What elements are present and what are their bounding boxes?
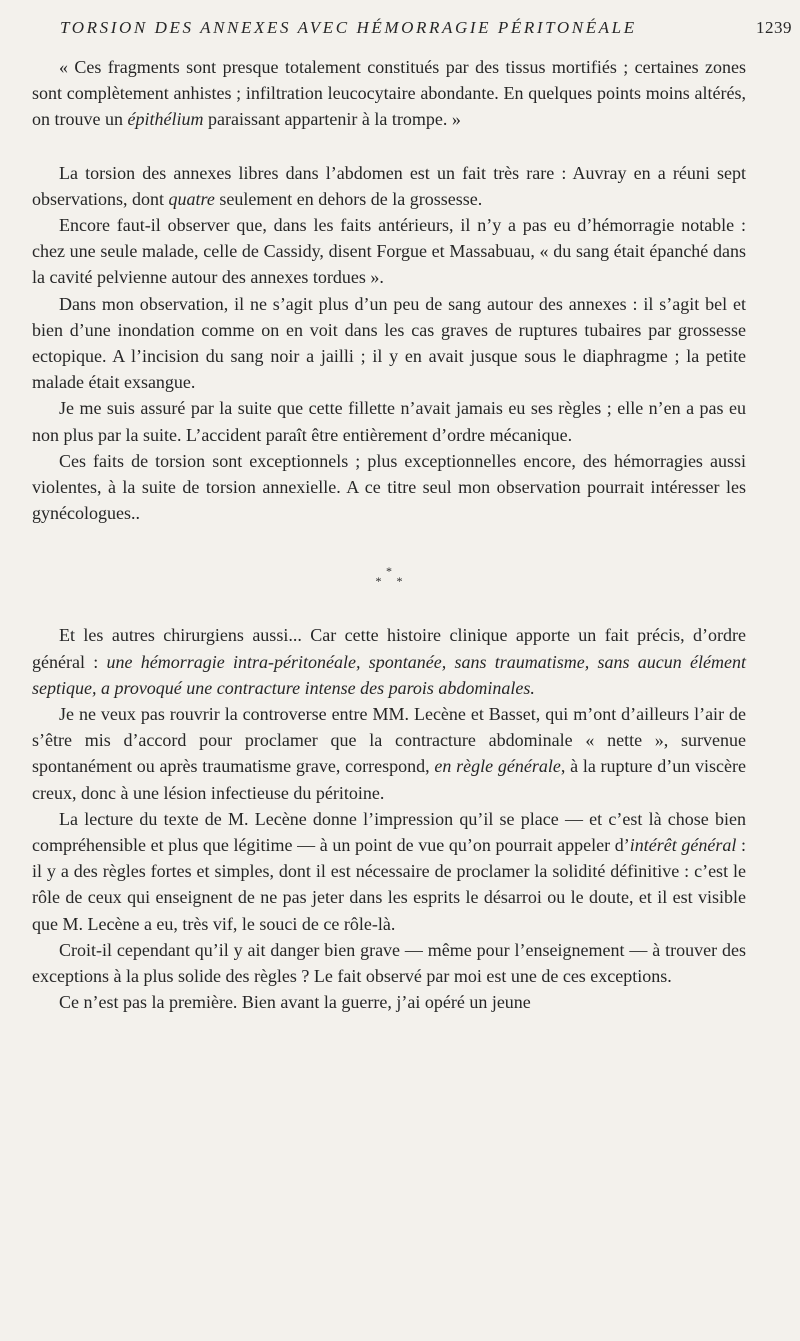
asterism-top: *	[386, 564, 392, 579]
quote-paragraph: « Ces fragments sont presque totalement constitués par des tissus mortifiés ; certaines zones sont complètement anhistes ; infiltration leucocytaire abondante. En quelques points moins altérés, on trouve un épithélium paraissant appartenir à la trompe. »	[32, 57, 746, 130]
running-title: TORSION DES ANNEXES AVEC HÉMORRAGIE PÉRITONÉALE	[60, 18, 637, 37]
paragraph: Croit-il cependant qu’il y ait danger bien grave — même pour l’enseignement — à trouver des exceptions à la plus solide des règles ? Le fait observé par moi est une de ces exceptions.	[32, 939, 746, 987]
paragraph: Je ne veux pas rouvrir la controverse entre MM. Lecène et Basset, qui m’ont d’ailleurs l’air de s’être mis d’accord pour proclamer que la contracture abdominale « nette », survenue spontanément ou après traumatisme grave, correspond, en règle générale, à la rupture d’un viscère creux, donc à une lésion infectieuse du péritoine.	[32, 704, 746, 803]
asterism-bottom: * *	[375, 574, 409, 589]
paragraph: Ces faits de torsion sont exceptionnels ; plus exceptionnelles encore, des hémorragies aussi violentes, à la suite de torsion annexielle. A ce titre seul mon observation pourrait intéresser les gynécologues..	[32, 450, 746, 524]
paragraph: Ce n’est pas la première. Bien avant la guerre, j’ai opéré un jeune	[59, 992, 531, 1013]
section-break-asterism	[32, 526, 746, 610]
paragraph: La torsion des annexes libres dans l’abdomen est un fait très rare : Auvray en a réuni sept observations, dont quatre seulement en dehors de la grossesse.	[32, 162, 746, 209]
body-text	[32, 54, 746, 1016]
paragraph: Je me suis assuré par la suite que cette fillette n’avait jamais eu ses règles ; elle n’en a pas eu non plus par la suite. L’accident paraît être entièrement d’ordre mécanique.	[32, 398, 746, 445]
paragraph: Encore faut-il observer que, dans les faits antérieurs, il n’y a pas eu d’hémorragie notable : chez une seule malade, celle de Cassidy, disent Forgue et Massabuau, « du sang était épanché dans la cavité pelvienne autour des annexes tordues ».	[32, 215, 746, 288]
running-header	[32, 18, 792, 48]
paragraph: La lecture du texte de M. Lecène donne l’impression qu’il se place — et c’est là chose bien compréhensible et plus que légitime — à un point de vue qu’on pourrait appeler d’intérêt général : il y a des règles fortes et simples, dont il est nécessaire de proclamer la solidité définitive : c’est le rôle de ceux qui enseignent de ne pas jeter dans les esprits le désarroi ou le doute, et il est visible que M. Lecène a eu, très vif, le souci de ce rôle-là.	[32, 808, 746, 934]
paragraph: Et les autres chirurgiens aussi... Car cette histoire clinique apporte un fait précis, d’ordre général : une hémorragie intra-péritonéale, spontanée, sans traumatisme, sans aucun élément septique, a provoqué une contracture intense des parois abdominales.	[32, 625, 747, 698]
quoted-passage	[32, 54, 746, 133]
page-number: 1239	[756, 18, 792, 37]
paragraph: Dans mon observation, il ne s’agit plus d’un peu de sang autour des annexes : il s’agit bel et bien d’une inondation comme on en voit dans les cas graves de ruptures tubaires par grossesse ectopique. A l’incision du sang noir a jailli ; il y en avait jusque sous le diaphragme ; la petite malade était exsangue.	[32, 293, 746, 393]
